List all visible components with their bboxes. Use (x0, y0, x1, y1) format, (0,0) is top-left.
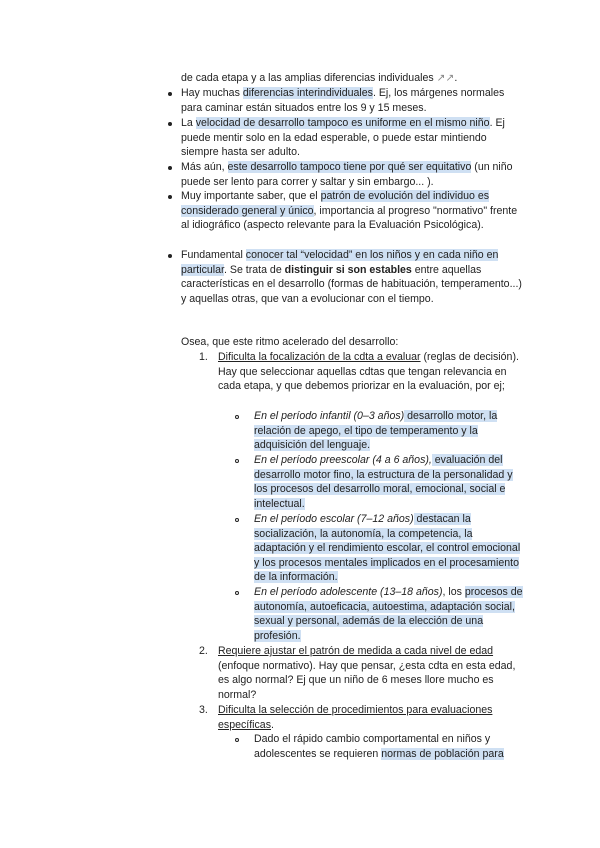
list-item-1: Dificulta la focalización de la cdta a evaluar (reglas de decisión). Hay que seleccionar aquellas cdtas que tengan relevancia en cada etapa, y que debemos priorizar en la evaluación, por ej; (218, 351, 519, 393)
sub-bullet-circle (235, 591, 239, 595)
sub-item-adolescente: En el período adolescente (13–18 años), los procesos de autonomía, autoeficacia, autoestima, adaptación social, sexual y personal, además de la elección de una profesión. (254, 586, 523, 642)
sub-bullet-circle (235, 459, 239, 463)
bullet-3: Más aún, este desarrollo tampoco tiene por qué ser equitativo (un niño puede ser lento para correr y saltar y sin embargo... ). (181, 161, 513, 188)
sub-bullet-circle (235, 738, 239, 742)
bullet-dot (168, 92, 172, 96)
osea-paragraph: Osea, que este ritmo acelerado del desarrollo: (181, 336, 399, 348)
arrow-glyph: ↗↗ (436, 72, 455, 84)
bullet-dot (168, 195, 172, 199)
list-number: 1. (199, 351, 208, 363)
bullet-5: Fundamental conocer tal “velocidad” en los niños y en cada niño en particular. Se trata de distinguir si son estables entre aquellas características en el desarrollo (formas de habituación, temperamento...) y aquellas otras, que van a evolucionar con el tiempo. (181, 249, 522, 305)
intro-continuation: de cada etapa y a las amplias diferencias individuales ↗↗. (181, 72, 458, 84)
bullet-2: La velocidad de desarrollo tampoco es uniforme en el mismo niño. Ej puede mentir solo en la edad esperable, o puede estar mintiendo siempre hasta ser adulto. (181, 117, 505, 159)
list-number: 2. (199, 645, 208, 657)
bullet-dot (168, 122, 172, 126)
bullet-dot (168, 166, 172, 170)
list-item-3: Dificulta la selección de procedimientos para evaluaciones específicas. (218, 704, 493, 731)
sub-bullet-circle (235, 518, 239, 522)
bullet-1: Hay muchas diferencias interindividuales. Ej, los márgenes normales para caminar están situados entre los 9 y 15 meses. (181, 87, 505, 114)
sub-item-normas: Dado el rápido cambio comportamental en niños y adolescentes se requieren normas de población para (254, 733, 504, 760)
list-number: 3. (199, 704, 208, 716)
sub-bullet-circle (235, 415, 239, 419)
bullet-4: Muy importante saber, que el patrón de evolución del individuo es considerado general y único, importancia al progreso "normativo" frente al idiográfico (aspecto relevante para la Evaluación Psicológica). (181, 190, 518, 232)
sub-item-infantil: En el período infantil (0–3 años) desarrollo motor, la relación de apego, el tipo de temperamento y la adquisición del lenguaje. (254, 410, 498, 452)
bullet-dot (168, 254, 172, 258)
sub-item-preescolar: En el período preescolar (4 a 6 años), evaluación del desarrollo motor fino, la estructura de la personalidad y los procesos del desarrollo moral, emocional, social e intelectual. (254, 454, 513, 510)
sub-item-escolar: En el período escolar (7–12 años) destacan la socialización, la autonomía, la competencia, la adaptación y el rendimiento escolar, el control emocional y los procesos mentales implicados en el procesamiento de la información. (254, 513, 521, 584)
list-item-2: Requiere ajustar el patrón de medida a cada nivel de edad (enfoque normativo). Hay que pensar, ¿esta cdta en esta edad, es algo normal? Ej que un niño de 6 meses llore mucho es normal? (218, 645, 516, 701)
